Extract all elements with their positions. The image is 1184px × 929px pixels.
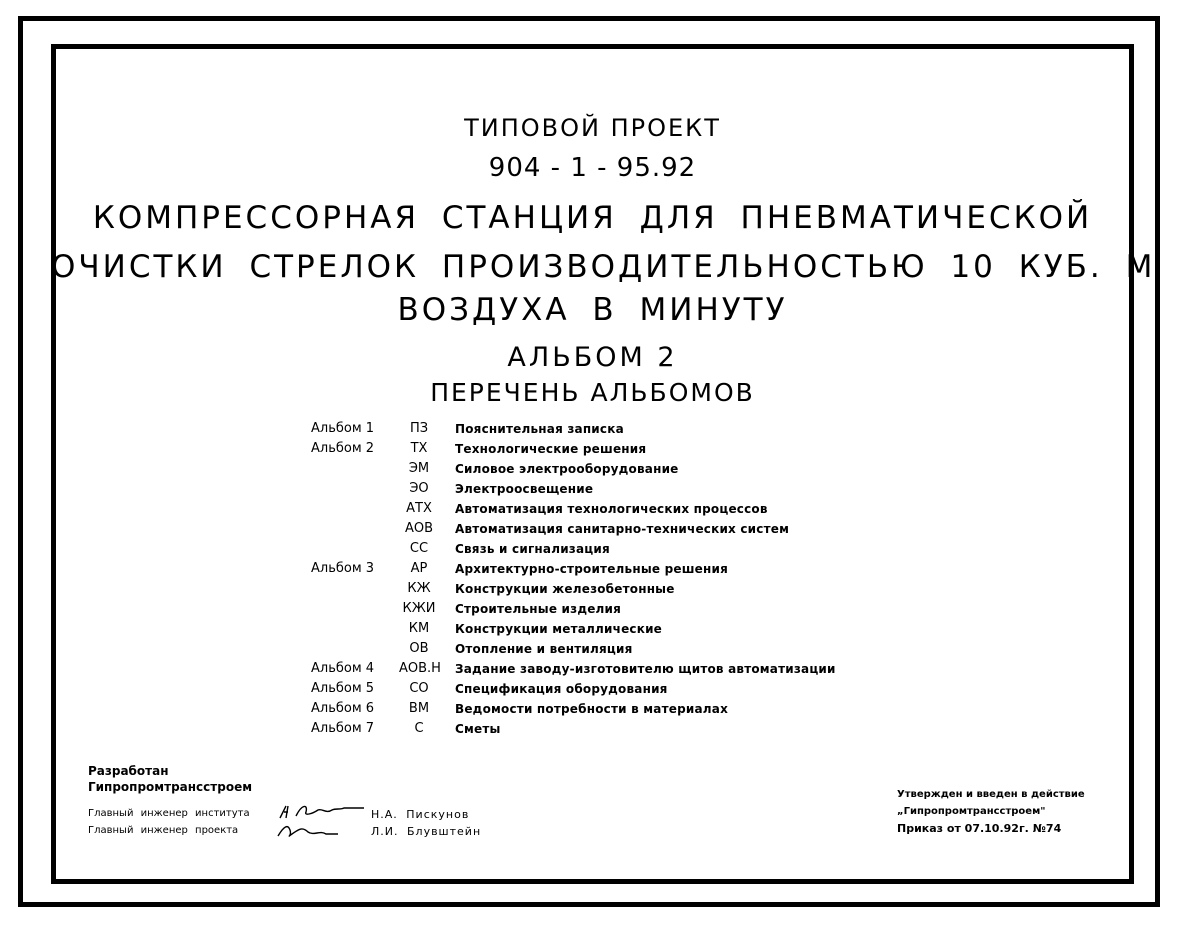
chief-engineer-institute-name: Н.А. Пискунов: [371, 808, 470, 821]
album-code: АОВ.Н: [399, 661, 441, 676]
album-section: Спецификация оборудования: [455, 682, 668, 696]
album-section: Электроосвещение: [455, 482, 594, 496]
album-section: Конструкции металлические: [455, 622, 663, 636]
album-section: Строительные изделия: [455, 602, 622, 616]
album-code: С: [414, 721, 424, 736]
album-number: Альбом 6: [311, 701, 375, 716]
album-section: Технологические решения: [455, 442, 647, 456]
project-number: 904 - 1 - 95.92: [488, 153, 697, 183]
developer-label: Разработан: [88, 764, 169, 778]
signatures-image: [274, 796, 370, 842]
chief-engineer-project-name: Л.И. Блувштейн: [371, 825, 482, 838]
signature-piskunov: [280, 806, 364, 818]
album-section: Сметы: [455, 722, 501, 736]
album-code: ТХ: [410, 441, 428, 456]
album-code: КЖ: [407, 581, 431, 596]
album-number: Альбом 5: [311, 681, 375, 696]
chief-engineer-project-title: Главный инженер проекта: [88, 825, 239, 836]
album-section: Конструкции железобетонные: [455, 582, 675, 596]
album-code: КЖИ: [402, 601, 436, 616]
album-code: ОВ: [409, 641, 429, 656]
approval-line-1: Утвержден и введен в действие: [897, 789, 1085, 800]
album-number: Альбом 1: [311, 421, 375, 436]
album-section: Связь и сигнализация: [455, 542, 610, 556]
album-number: Альбом 4: [311, 661, 375, 676]
chief-engineer-institute: [88, 808, 470, 821]
album-section: Задание заводу-изготовителю щитов автоматизации: [455, 662, 836, 676]
approval-block: [897, 786, 1085, 837]
album-code: ЭМ: [408, 461, 430, 476]
album-code: ВМ: [408, 701, 430, 716]
album-section: Отопление и вентиляция: [455, 642, 633, 656]
album-code: СС: [409, 541, 429, 556]
album-number: Альбом 2: [311, 441, 375, 456]
album-code: АТХ: [406, 501, 432, 516]
album-code: СО: [409, 681, 429, 696]
title-line-1: КОМПРЕССОРНАЯ СТАНЦИЯ ДЛЯ ПНЕВМАТИЧЕСКОЙ: [92, 200, 1093, 236]
album-list-title: ПЕРЕЧЕНЬ АЛЬБОМОВ: [430, 378, 755, 407]
title-line-2: ОЧИСТКИ СТРЕЛОК ПРОИЗВОДИТЕЛЬНОСТЬЮ 10 КУБ. М: [51, 249, 1156, 285]
chief-engineer-project: [88, 825, 482, 838]
album-code: АОВ: [404, 521, 434, 536]
album-section: Автоматизация санитарно-технических систем: [455, 522, 790, 536]
album-number: Альбом 3: [311, 561, 375, 576]
album-section: Ведомости потребности в материалах: [455, 702, 729, 716]
approval-line-2: „Гипропромтрансстроем": [897, 806, 1046, 817]
album-section: Автоматизация технологических процессов: [455, 502, 768, 516]
album-code: ЭО: [409, 481, 429, 496]
album-code: АР: [410, 561, 428, 576]
developer-organization: Гипропромтрансстроем: [88, 780, 253, 794]
album-section: Пояснительная записка: [455, 422, 624, 436]
album-number: Альбом 7: [311, 721, 375, 736]
album-code: КМ: [408, 621, 430, 636]
album-heading: АЛЬБОМ 2: [507, 342, 678, 373]
signature-bluvshtein: [278, 827, 338, 836]
album-section: Силовое электрооборудование: [455, 462, 679, 476]
developer-block: [88, 763, 252, 795]
album-code: ПЗ: [409, 421, 429, 436]
approval-order: Приказ от 07.10.92г. №74: [897, 822, 1062, 835]
chief-engineer-institute-title: Главный инженер института: [88, 808, 250, 819]
project-type: ТИПОВОЙ ПРОЕКТ: [464, 114, 721, 142]
album-section: Архитектурно-строительные решения: [455, 562, 729, 576]
title-line-3: ВОЗДУХА В МИНУТУ: [397, 292, 788, 328]
